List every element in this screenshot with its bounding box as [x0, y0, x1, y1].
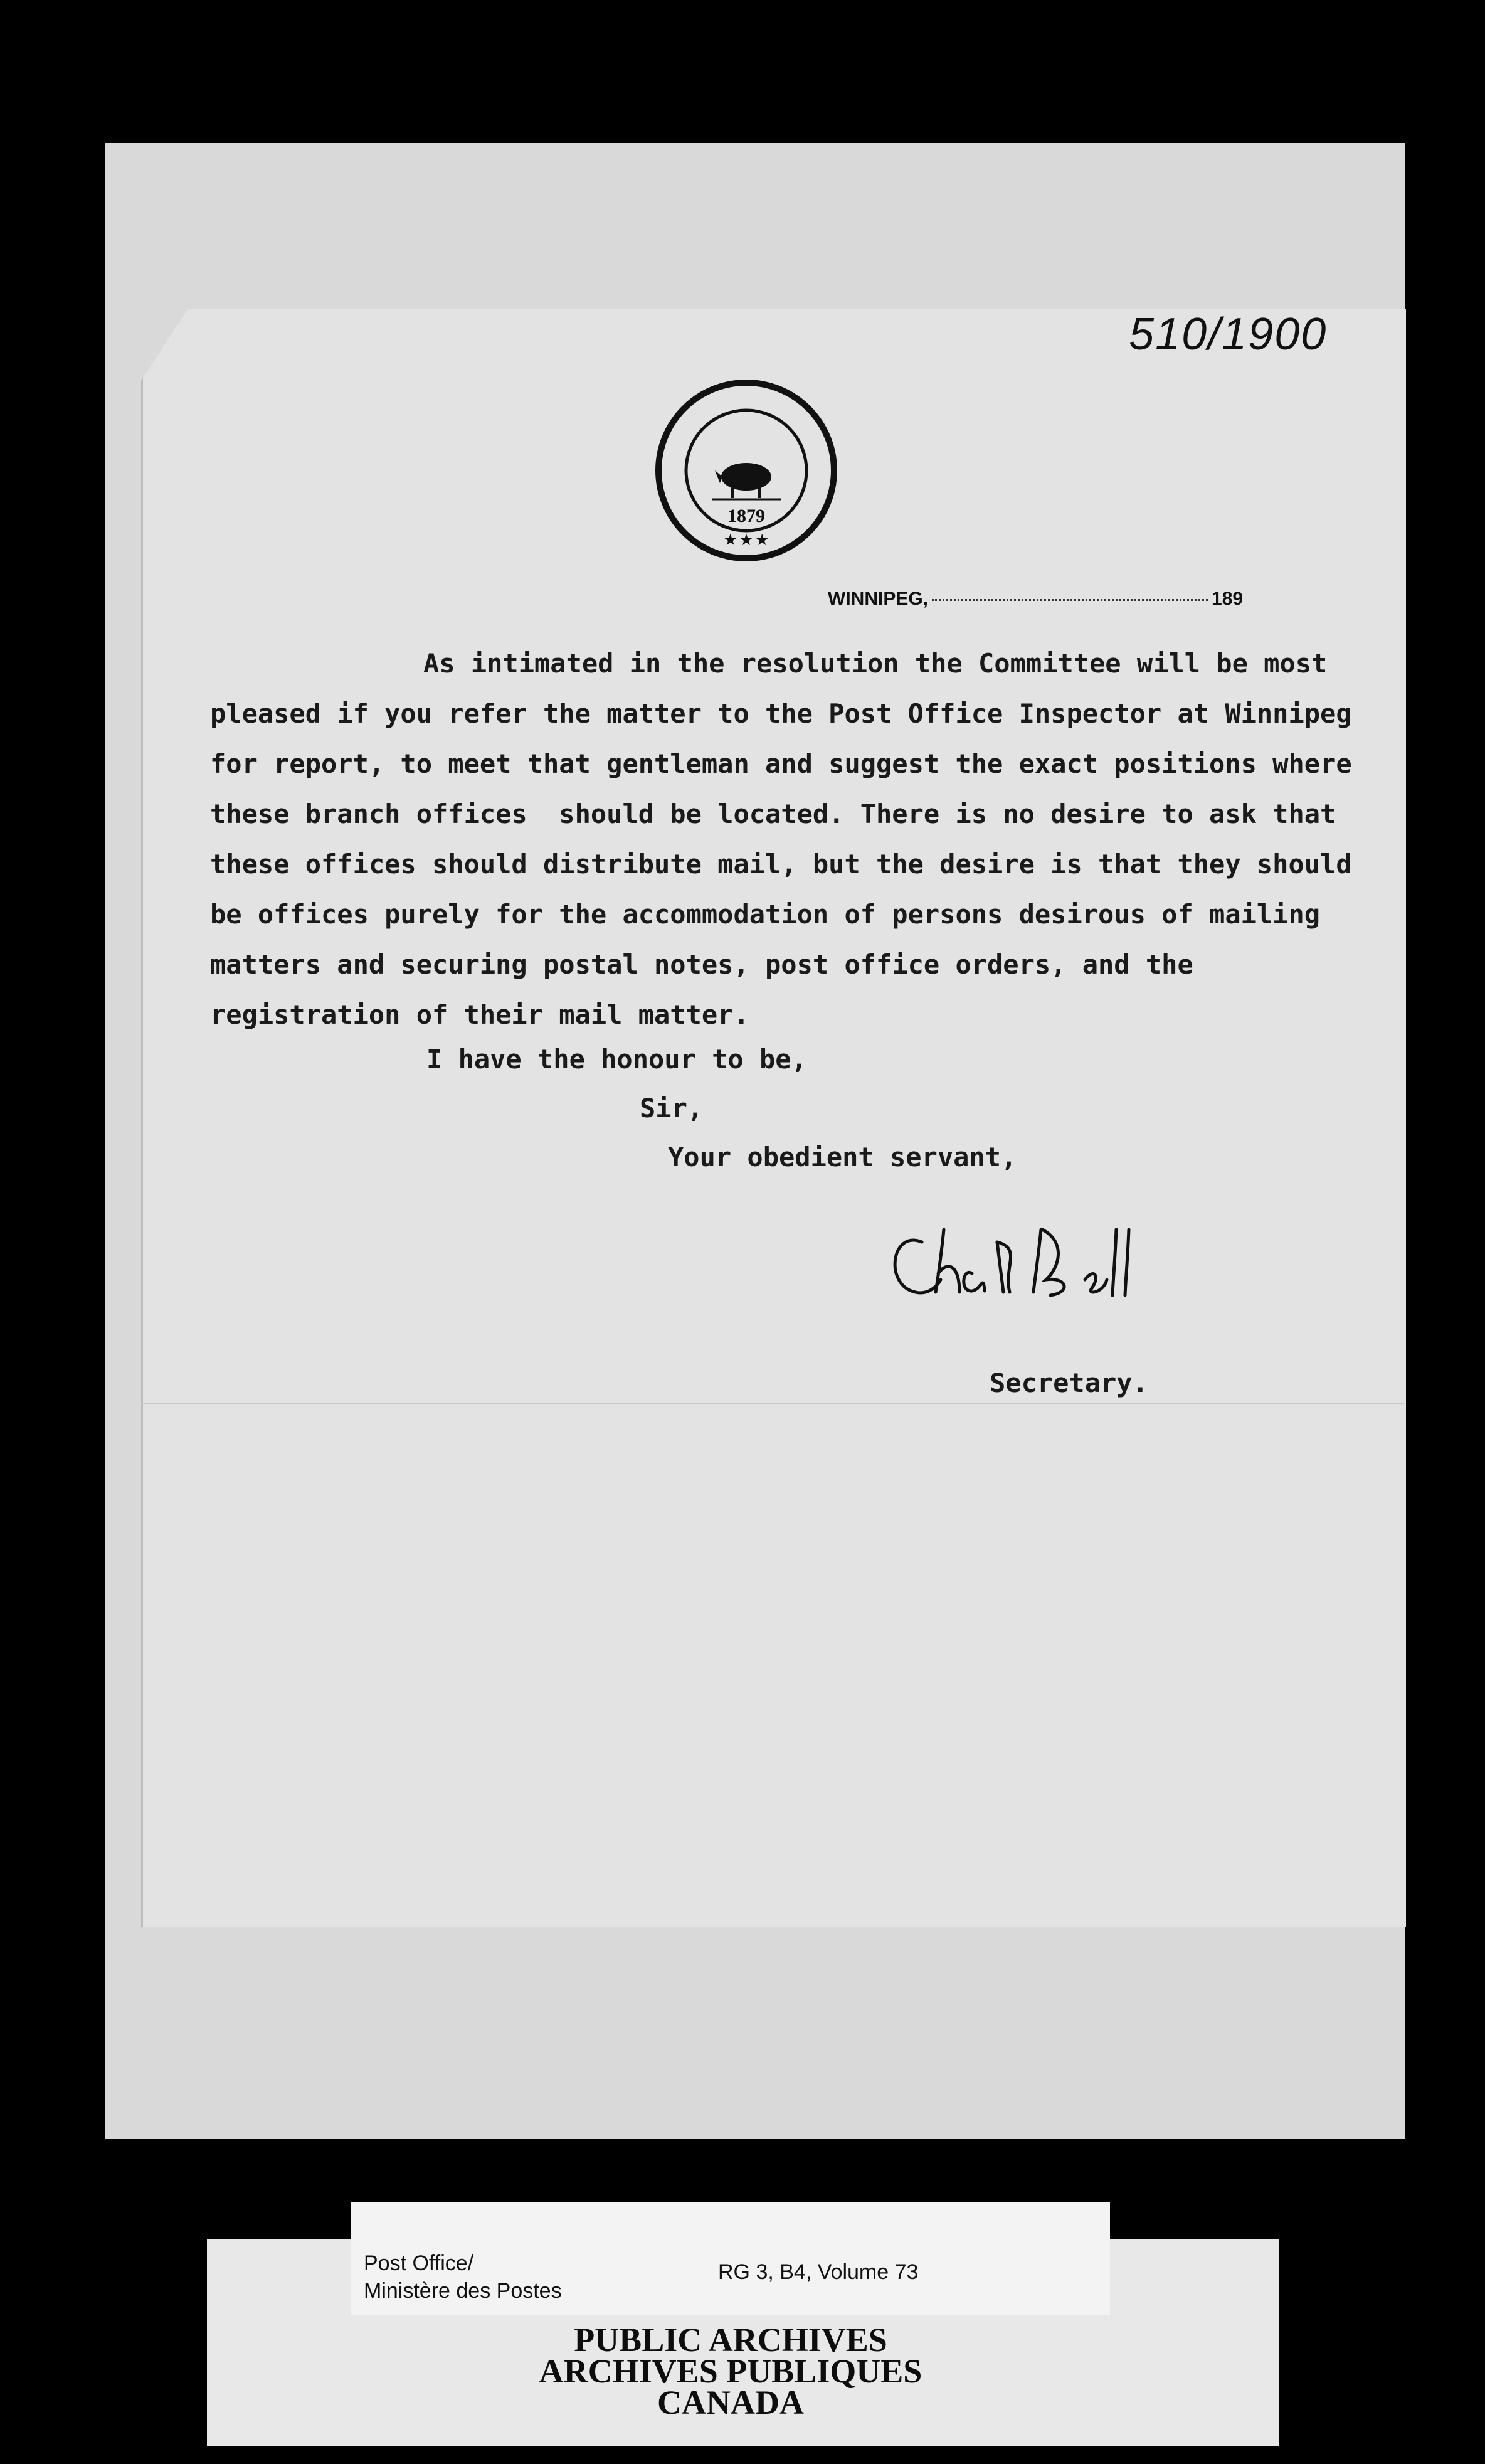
department-en: Post Office/ [364, 2251, 474, 2275]
body-line: these branch offices should be located. There is no desire to ask that [210, 799, 1336, 829]
svg-text:★ ★ ★: ★ ★ ★ [724, 532, 769, 548]
seal-year: 1879 [727, 506, 765, 526]
handwritten-signature [878, 1204, 1304, 1317]
archives-line-2: ARCHIVES PUBLIQUES [539, 2352, 922, 2390]
file-number: 510/1900 [1129, 309, 1328, 359]
fold-line [141, 1403, 1404, 1404]
closing-honour: I have the honour to be, [426, 1044, 807, 1075]
letter-body [210, 639, 1352, 1040]
archives-stamp [351, 2321, 1110, 2421]
signatory-title: Secretary. [990, 1367, 1148, 1398]
department-fr: Ministère des Postes [364, 2279, 562, 2303]
closing-servant: Your obedient servant, [668, 1142, 1017, 1172]
department-label [364, 2249, 562, 2305]
body-line: registration of their mail matter. [210, 999, 749, 1030]
archives-line-1: PUBLIC ARCHIVES [574, 2321, 887, 2359]
closing-block [426, 1035, 1017, 1182]
archives-line-3: CANADA [657, 2384, 804, 2421]
board-of-trade-seal [652, 376, 840, 565]
body-line: be offices purely for the accommodation of persons desirous of mailing [210, 899, 1321, 930]
record-reference: RG 3, B4, Volume 73 [718, 2260, 919, 2284]
body-line: pleased if you refer the matter to the Post Office Inspector at Winnipeg [210, 698, 1352, 729]
body-line: As intimated in the resolution the Committee will be most [423, 648, 1328, 679]
dateline [828, 588, 1243, 610]
body-line: these offices should distribute mail, but the desire is that they should [210, 849, 1352, 879]
closing-sir: Sir, [640, 1093, 704, 1123]
year-prefix: 189 [1212, 588, 1244, 609]
place-name: WINNIPEG, [828, 588, 929, 609]
body-line: matters and securing postal notes, post office orders, and the [210, 949, 1193, 980]
body-line: for report, to meet that gentleman and suggest the exact positions where [210, 748, 1352, 779]
